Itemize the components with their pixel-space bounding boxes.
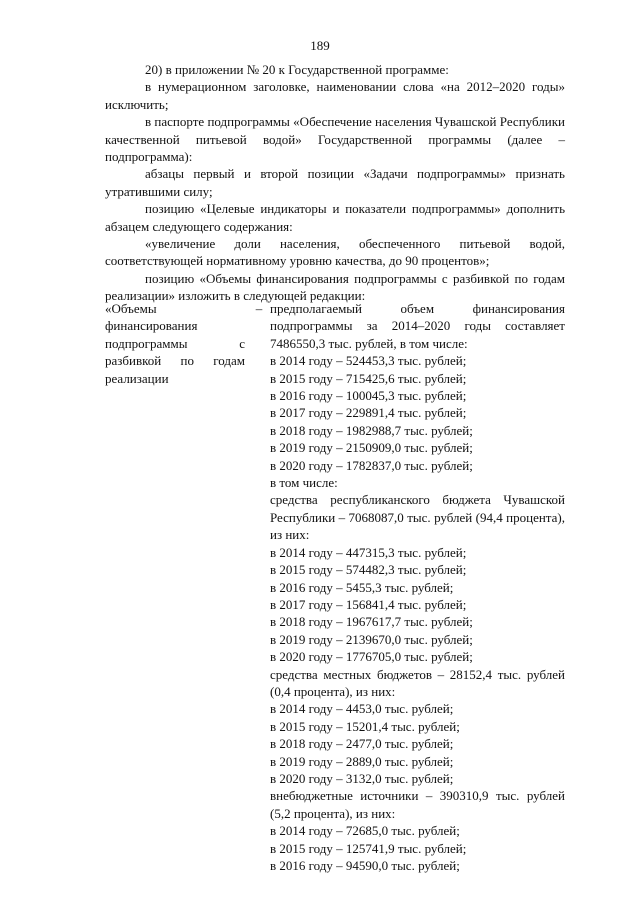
financing-line: в 2014 году – 72685,0 тыс. рублей; xyxy=(270,823,460,839)
financing-dash: – xyxy=(255,301,263,316)
financing-line: в 2017 году – 229891,4 тыс. рублей; xyxy=(270,405,467,421)
paragraph-indicators: позицию «Целевые индикаторы и показатели подпрограммы» дополнить абзацем следующего содержания: xyxy=(105,201,565,234)
paragraph-financing-position: позицию «Объемы финансирования подпрограммы с разбивкой по годам реализации» изложить в следующей редакции: xyxy=(105,270,565,304)
financing-content xyxy=(270,300,565,874)
financing-line: в 2019 году – 2139670,0 тыс. рублей; xyxy=(270,631,473,647)
financing-republican-budget: средства республиканского бюджета Чувашской Республики – 7068087,0 тыс. рублей (94,4 процента), из них: xyxy=(270,492,565,543)
financing-local-budgets: средства местных бюджетов – 28152,4 тыс. рублей (0,4 процента), из них: xyxy=(270,666,565,699)
financing-line: в 2020 году – 1776705,0 тыс. рублей; xyxy=(270,649,473,665)
financing-line: в 2014 году – 447315,3 тыс. рублей; xyxy=(270,544,467,560)
financing-line: в 2020 году – 3132,0 тыс. рублей; xyxy=(270,770,454,786)
financing-line: в 2019 году – 2889,0 тыс. рублей; xyxy=(270,753,454,769)
financing-label: «Объемы финансирования подпрограммы с разбивкой по годам реализации xyxy=(105,301,245,386)
financing-line: в 2018 году – 1967617,7 тыс. рублей; xyxy=(270,614,473,630)
financing-line: в 2015 году – 715425,6 тыс. рублей; xyxy=(270,370,467,386)
financing-line: в 2016 году – 100045,3 тыс. рублей; xyxy=(270,388,467,404)
financing-line: в 2017 году – 156841,4 тыс. рублей; xyxy=(270,596,467,612)
financing-line: в 2014 году – 4453,0 тыс. рублей; xyxy=(270,701,454,717)
financing-line: в 2014 году – 524453,3 тыс. рублей; xyxy=(270,353,467,369)
financing-line: в 2018 году – 1982988,7 тыс. рублей; xyxy=(270,422,473,438)
paragraph-indicator-text: «увеличение доли населения, обеспеченного питьевой водой, соответствующей нормативному уровню качества, до 90 процентов»; xyxy=(105,236,565,269)
paragraph-tasks: абзацы первый и второй позиции «Задачи подпрограммы» признать утратившими силу; xyxy=(105,166,565,199)
financing-extrabudgetary: внебюджетные источники – 390310,9 тыс. рублей (5,2 процента), из них: xyxy=(270,788,565,821)
paragraph-amendment-item: 20) в приложении № 20 к Государственной программе: xyxy=(145,62,449,77)
page-number: 189 xyxy=(310,38,330,53)
financing-line: в 2019 году – 2150909,0 тыс. рублей; xyxy=(270,440,473,456)
financing-total: предполагаемый объем финансирования подпрограммы за 2014–2020 годы составляет 7486550,3 тыс. рублей, в том числе: xyxy=(270,301,565,351)
financing-line: в 2016 году – 5455,3 тыс. рублей; xyxy=(270,579,454,595)
financing-line: в 2020 году – 1782837,0 тыс. рублей; xyxy=(270,457,473,473)
financing-line: в 2015 году – 15201,4 тыс. рублей; xyxy=(270,718,460,734)
financing-line: в 2016 году – 94590,0 тыс. рублей; xyxy=(270,858,460,873)
financing-line: в 2015 году – 574482,3 тыс. рублей; xyxy=(270,562,467,578)
financing-line: в том числе: xyxy=(270,475,338,491)
document-body xyxy=(105,61,565,305)
financing-line: в 2015 году – 125741,9 тыс. рублей; xyxy=(270,840,467,856)
financing-line: в 2018 году – 2477,0 тыс. рублей; xyxy=(270,736,454,752)
paragraph-numbering-header: в нумерационном заголовке, наименовании слова «на 2012–2020 годы» исключить; xyxy=(105,79,565,112)
paragraph-passport: в паспорте подпрограммы «Обеспечение населения Чувашской Республики качественной питьевой водой» Государственной программы (далее – подпрограмма): xyxy=(105,114,565,165)
